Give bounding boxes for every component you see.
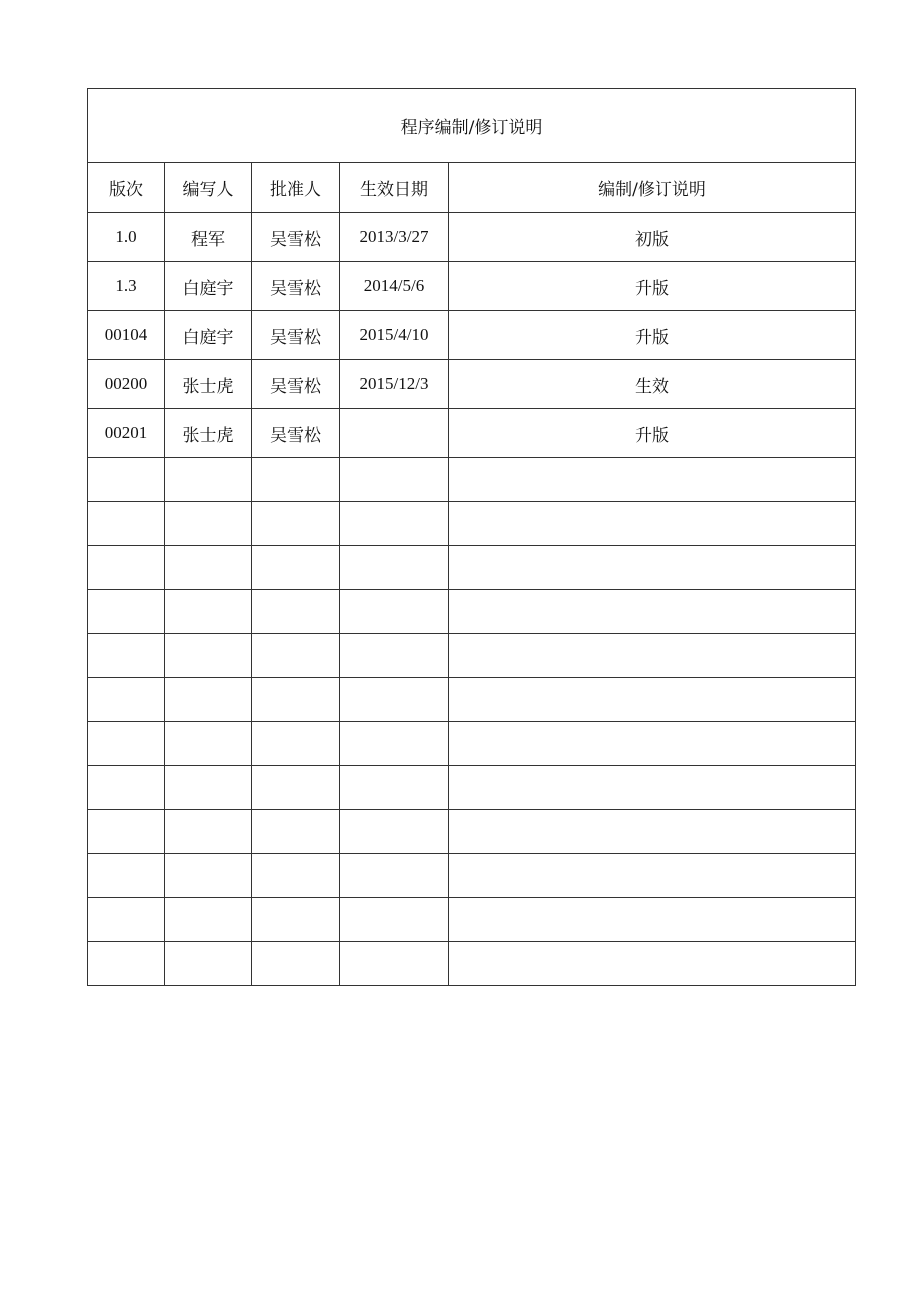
empty-row <box>88 502 856 546</box>
empty-row <box>88 766 856 810</box>
empty-cell <box>340 766 449 810</box>
cell-note: 生效 <box>449 360 856 409</box>
empty-cell <box>449 678 856 722</box>
empty-cell <box>165 458 252 502</box>
empty-cell <box>449 546 856 590</box>
empty-cell <box>252 590 340 634</box>
empty-row <box>88 942 856 986</box>
empty-cell <box>252 942 340 986</box>
empty-row <box>88 458 856 502</box>
cell-note: 初版 <box>449 213 856 262</box>
table-row <box>88 360 856 409</box>
cell-date: 2015/12/3 <box>340 360 449 409</box>
empty-cell <box>449 590 856 634</box>
empty-cell <box>340 502 449 546</box>
empty-cell <box>88 722 165 766</box>
cell-note: 升版 <box>449 262 856 311</box>
empty-cell <box>165 634 252 678</box>
empty-cell <box>88 854 165 898</box>
empty-cell <box>252 546 340 590</box>
empty-cell <box>88 458 165 502</box>
empty-cell <box>88 678 165 722</box>
cell-approver: 吴雪松 <box>252 262 340 311</box>
cell-approver: 吴雪松 <box>252 311 340 360</box>
cell-approver: 吴雪松 <box>252 360 340 409</box>
empty-cell <box>252 502 340 546</box>
empty-cell <box>252 722 340 766</box>
empty-cell <box>252 810 340 854</box>
empty-cell <box>449 502 856 546</box>
empty-cell <box>340 546 449 590</box>
empty-row <box>88 810 856 854</box>
cell-approver: 吴雪松 <box>252 409 340 458</box>
table-title: 程序编制/修订说明 <box>88 89 856 163</box>
header-author: 编写人 <box>165 163 252 213</box>
empty-row <box>88 678 856 722</box>
empty-cell <box>449 942 856 986</box>
cell-version: 00104 <box>88 311 165 360</box>
empty-cell <box>449 898 856 942</box>
header-row <box>88 163 856 213</box>
empty-row <box>88 854 856 898</box>
empty-cell <box>449 810 856 854</box>
revision-table <box>87 88 856 986</box>
empty-cell <box>340 590 449 634</box>
cell-author: 白庭宇 <box>165 311 252 360</box>
empty-cell <box>252 854 340 898</box>
cell-version: 1.0 <box>88 213 165 262</box>
header-version: 版次 <box>88 163 165 213</box>
empty-cell <box>88 546 165 590</box>
empty-row <box>88 722 856 766</box>
empty-cell <box>340 722 449 766</box>
cell-note: 升版 <box>449 311 856 360</box>
cell-author: 程军 <box>165 213 252 262</box>
cell-version: 00200 <box>88 360 165 409</box>
empty-cell <box>340 854 449 898</box>
cell-author: 张士虎 <box>165 409 252 458</box>
table-row <box>88 409 856 458</box>
empty-cell <box>340 678 449 722</box>
empty-cell <box>252 898 340 942</box>
table-row <box>88 262 856 311</box>
table-row <box>88 311 856 360</box>
cell-approver: 吴雪松 <box>252 213 340 262</box>
cell-note: 升版 <box>449 409 856 458</box>
header-revision-note: 编制/修订说明 <box>449 163 856 213</box>
cell-date <box>340 409 449 458</box>
empty-row <box>88 898 856 942</box>
empty-cell <box>165 898 252 942</box>
empty-cell <box>88 810 165 854</box>
empty-row <box>88 634 856 678</box>
empty-cell <box>449 458 856 502</box>
empty-cell <box>252 766 340 810</box>
empty-cell <box>165 502 252 546</box>
header-effective-date: 生效日期 <box>340 163 449 213</box>
empty-cell <box>165 678 252 722</box>
empty-cell <box>88 942 165 986</box>
cell-author: 白庭宇 <box>165 262 252 311</box>
title-row <box>88 89 856 163</box>
table-row <box>88 213 856 262</box>
empty-cell <box>252 458 340 502</box>
empty-cell <box>165 810 252 854</box>
empty-cell <box>88 502 165 546</box>
empty-row <box>88 590 856 634</box>
empty-cell <box>88 634 165 678</box>
empty-row <box>88 546 856 590</box>
cell-author: 张士虎 <box>165 360 252 409</box>
empty-cell <box>252 634 340 678</box>
empty-cell <box>165 722 252 766</box>
empty-cell <box>88 590 165 634</box>
empty-cell <box>165 546 252 590</box>
cell-version: 00201 <box>88 409 165 458</box>
empty-cell <box>252 678 340 722</box>
empty-cell <box>340 634 449 678</box>
cell-date: 2015/4/10 <box>340 311 449 360</box>
empty-cell <box>88 766 165 810</box>
empty-cell <box>340 810 449 854</box>
empty-cell <box>449 722 856 766</box>
empty-cell <box>449 766 856 810</box>
empty-cell <box>340 898 449 942</box>
empty-cell <box>449 634 856 678</box>
empty-cell <box>449 854 856 898</box>
cell-version: 1.3 <box>88 262 165 311</box>
empty-cell <box>340 458 449 502</box>
empty-cell <box>165 766 252 810</box>
empty-cell <box>165 590 252 634</box>
cell-date: 2014/5/6 <box>340 262 449 311</box>
empty-cell <box>340 942 449 986</box>
empty-cell <box>88 898 165 942</box>
cell-date: 2013/3/27 <box>340 213 449 262</box>
header-approver: 批准人 <box>252 163 340 213</box>
empty-cell <box>165 942 252 986</box>
empty-cell <box>165 854 252 898</box>
